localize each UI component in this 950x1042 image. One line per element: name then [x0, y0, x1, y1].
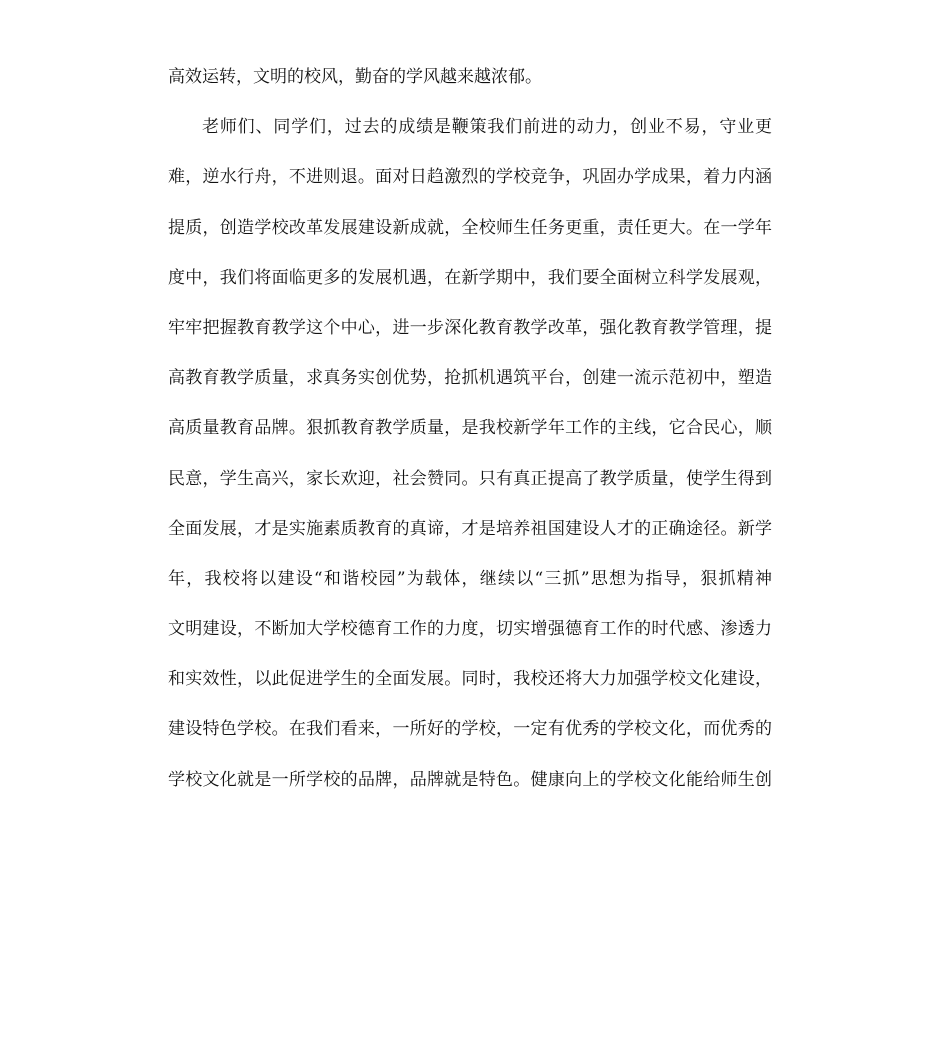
text-line: 建设特色学校。在我们看来，一所好的学校，一定有优秀的学校文化，而优秀的	[168, 719, 772, 740]
text-line: 年，我校将以建设“和谐校园”为载体，继续以“三抓”思想为指导，狠抓精神	[168, 568, 772, 589]
text-line: 学校文化就是一所学校的品牌，品牌就是特色。健康向上的学校文化能给师生创	[168, 769, 772, 790]
text-line: 全面发展，才是实施素质教育的真谛，才是培养祖国建设人才的正确途径。新学	[168, 518, 772, 539]
text-line: 难，逆水行舟，不进则退。面对日趋激烈的学校竞争，巩固办学成果，着力内涵	[168, 167, 772, 188]
body-text	[168, 62, 772, 815]
text-line: 民意，学生高兴，家长欢迎，社会赞同。只有真正提高了教学质量，使学生得到	[168, 468, 772, 489]
text-line: 文明建设，不断加大学校德育工作的力度，切实增强德育工作的时代感、渗透力	[168, 619, 772, 640]
text-line: 提质，创造学校改革发展建设新成就，全校师生任务更重，责任更大。在一学年	[168, 217, 772, 238]
text-line: 度中，我们将面临更多的发展机遇，在新学期中，我们要全面树立科学发展观，	[168, 267, 772, 288]
text-line: 老师们、同学们，过去的成绩是鞭策我们前进的动力，创业不易，守业更	[202, 117, 772, 138]
text-line: 和实效性，以此促进学生的全面发展。同时，我校还将大力加强学校文化建设，	[168, 669, 772, 690]
text-line: 高质量教育品牌。狠抓教育教学质量，是我校新学年工作的主线，它合民心，顺	[168, 418, 772, 439]
text-line: 高效运转，文明的校风，勤奋的学风越来越浓郁。	[168, 67, 542, 87]
text-line: 牢牢把握教育教学这个中心，进一步深化教育教学改革，强化教育教学管理，提	[168, 317, 772, 338]
text-line: 高教育教学质量，求真务实创优势，抢抓机遇筑平台，创建一流示范初中，塑造	[168, 368, 772, 389]
